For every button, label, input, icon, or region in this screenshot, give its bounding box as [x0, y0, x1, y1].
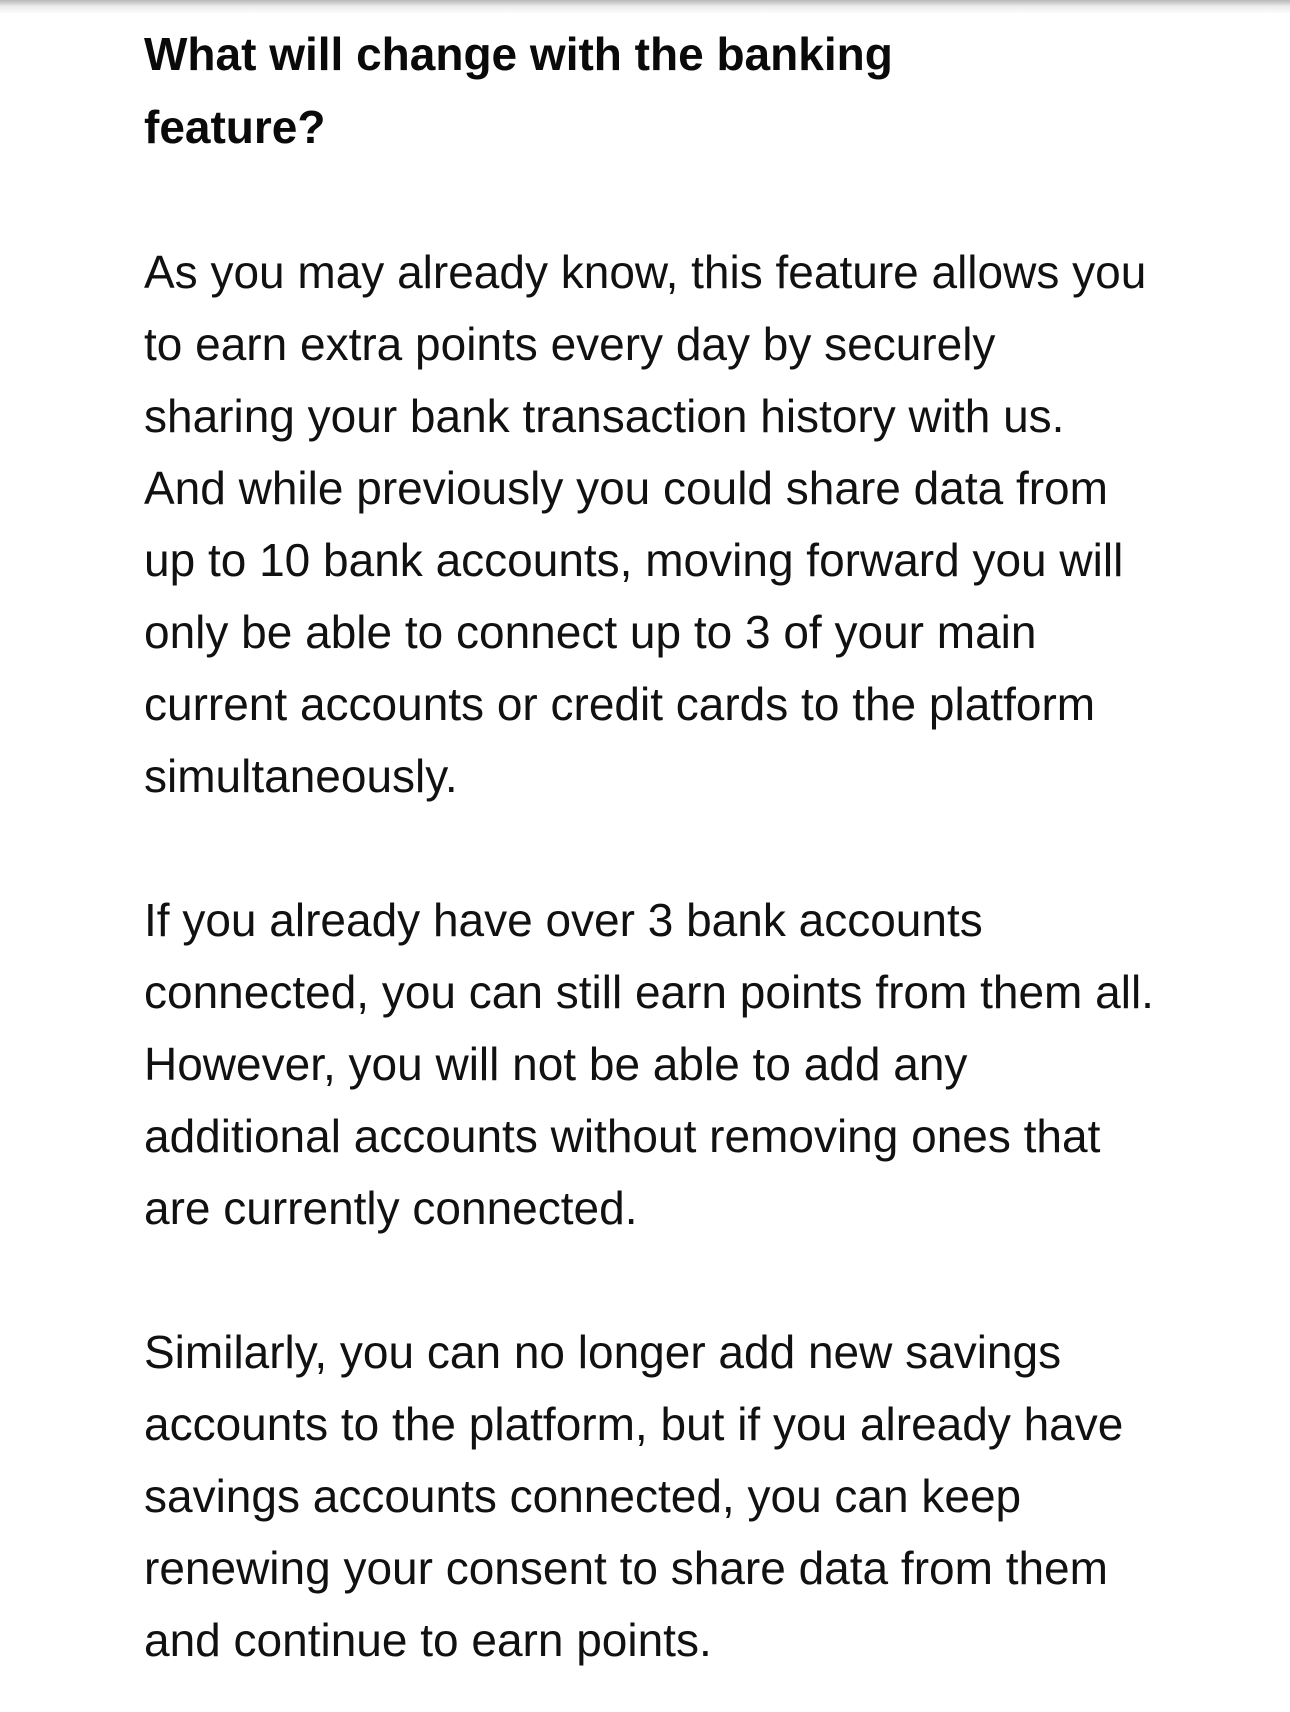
article-body: [144, 18, 1154, 1676]
paragraph-intro: As you may already know, this feature allows you to earn extra points every day by securely sharing your bank transaction history with us. And while previously you could share data from up to 10 bank accounts, moving forward you will only be able to connect up to 3 of your main current accounts or credit cards to the platform simultaneously.: [144, 246, 1147, 802]
paragraph-existing-accounts: If you already have over 3 bank accounts connected, you can still earn points from them all. However, you will not be able to add any additional accounts without removing ones that are currently connected.: [144, 894, 1154, 1234]
section-heading: What will change with the banking feature?: [144, 28, 893, 153]
paragraph-savings-accounts: Similarly, you can no longer add new savings accounts to the platform, but if you already have savings accounts connected, you can keep renewing your consent to share data from them and continue to earn points.: [144, 1326, 1124, 1666]
top-edge-shadow: [0, 0, 1290, 14]
